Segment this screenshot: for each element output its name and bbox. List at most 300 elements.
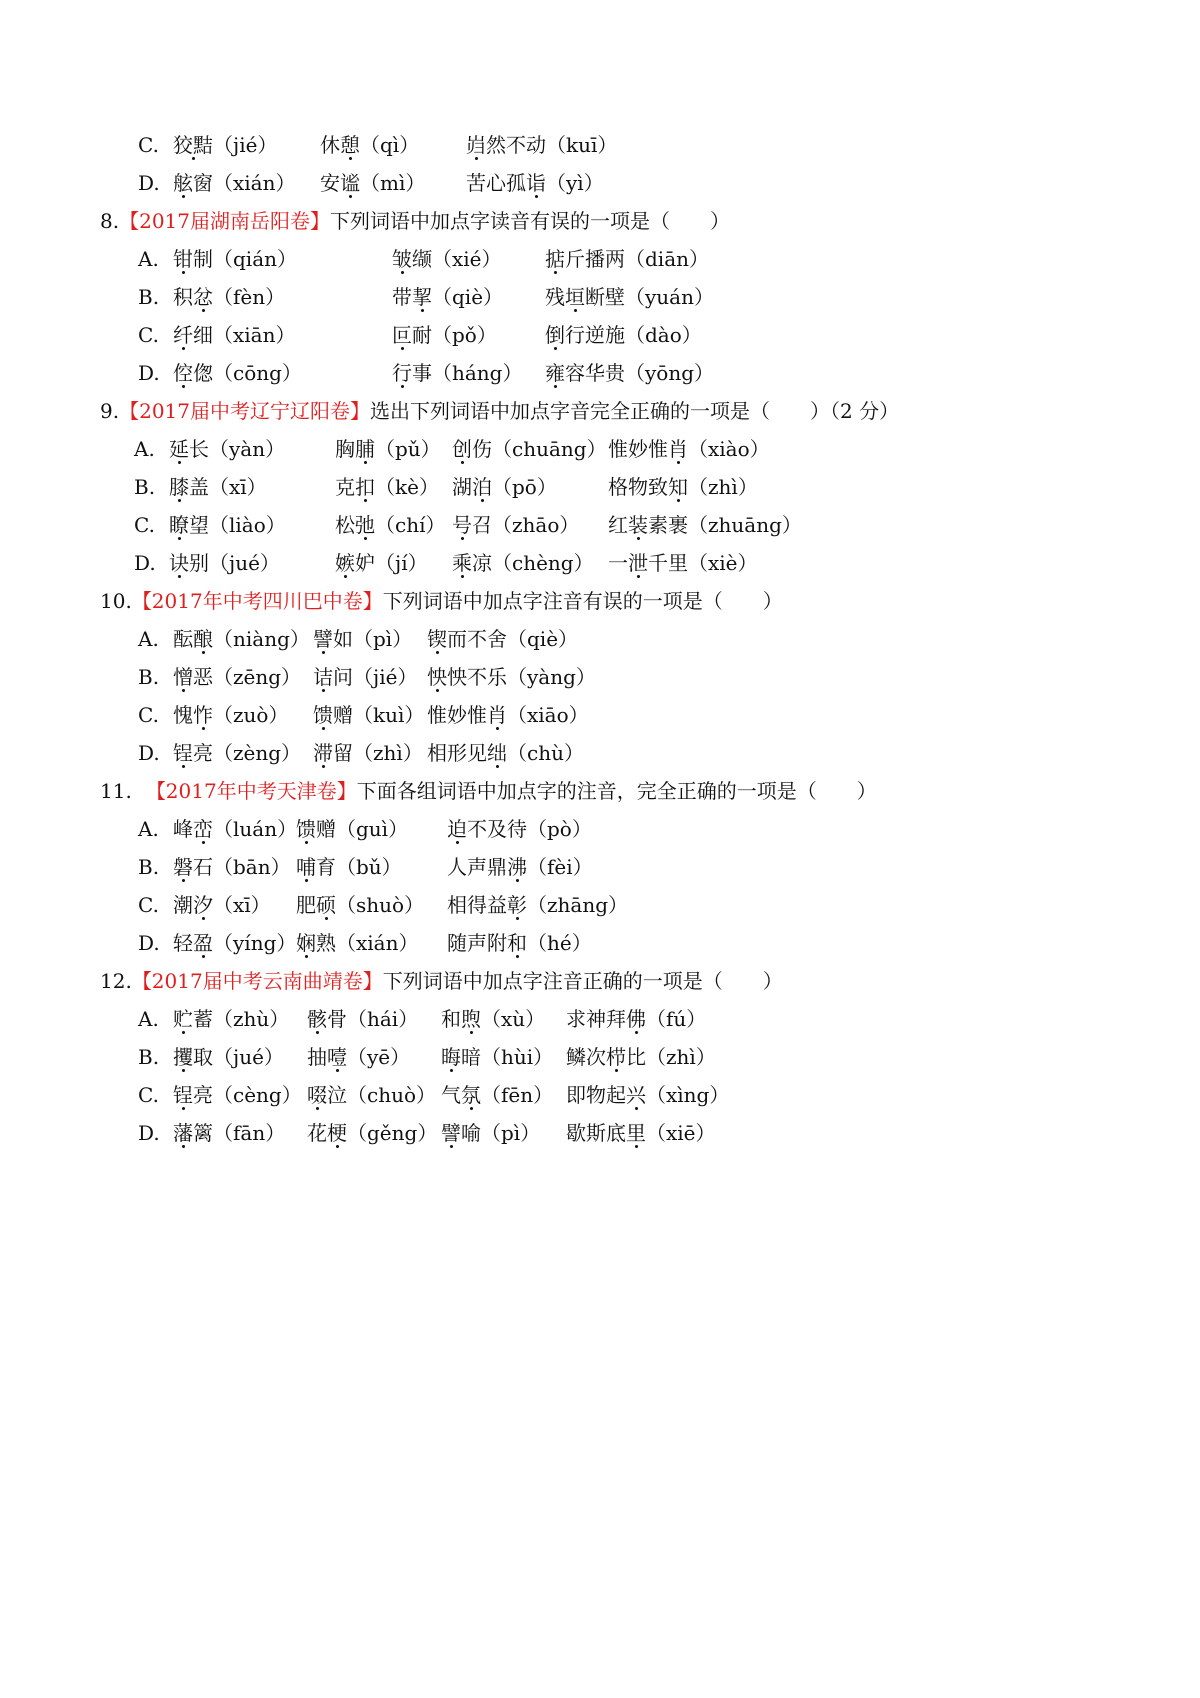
pinyin: （fú） — [646, 1007, 707, 1031]
option-item — [296, 885, 424, 925]
option-row — [138, 125, 618, 165]
item-text: 凉 — [472, 551, 492, 575]
option-item — [447, 809, 592, 849]
dotted-char: 噎 — [327, 1037, 347, 1077]
pinyin: （chù） — [507, 741, 584, 765]
option-row — [138, 315, 702, 355]
pinyin: （xī） — [209, 475, 267, 499]
item-text: 篱 — [193, 1121, 213, 1145]
item-text: 惟妙惟 — [427, 703, 487, 727]
dotted-char: 嫉 — [335, 543, 355, 583]
item-text: 松 — [335, 513, 355, 537]
pinyin: （chuāng） — [492, 437, 607, 461]
option-row — [138, 239, 710, 279]
option-row — [138, 619, 579, 659]
option-label: B. — [138, 665, 160, 689]
item-text: 潮 — [173, 893, 193, 917]
item-text: 留 — [333, 741, 353, 765]
option-item — [173, 809, 297, 849]
dotted-char: 里 — [626, 1113, 646, 1153]
pinyin: （xiè） — [688, 551, 758, 575]
dotted-char: 雍 — [545, 353, 565, 393]
item-text: 不及待 — [467, 817, 527, 841]
pinyin: （yē） — [347, 1045, 411, 1069]
dotted-char: 和 — [507, 923, 527, 963]
dotted-char: 钳 — [173, 239, 193, 279]
question-text: 下列词语中加点字注音正确的一项是（ ） — [382, 969, 783, 993]
option-item — [296, 809, 408, 849]
option-item — [169, 429, 285, 469]
dotted-char: 譬 — [441, 1113, 461, 1153]
dotted-char: 绌 — [487, 733, 507, 773]
pinyin: （zhì） — [688, 475, 758, 499]
option-row — [138, 809, 592, 849]
option-row — [134, 467, 758, 507]
dotted-char: 沸 — [507, 847, 527, 887]
option-item — [392, 277, 503, 317]
option-label: B. — [138, 855, 160, 879]
item-text: 如 — [333, 627, 353, 651]
item-text: 熟 — [316, 931, 336, 955]
dotted-char: 狡黠 — [173, 125, 213, 165]
pinyin: （jié） — [353, 665, 418, 689]
pinyin: （cèng） — [213, 1083, 302, 1107]
item-text: 湖 — [452, 475, 472, 499]
option-item — [173, 885, 271, 925]
pinyin: （jié） — [213, 133, 278, 157]
option-item — [441, 999, 545, 1039]
item-text: 积 — [173, 285, 193, 309]
item-text: 胸 — [335, 437, 355, 461]
pinyin: （xiān） — [213, 323, 296, 347]
option-item — [169, 467, 267, 507]
dotted-char: 倥 — [173, 353, 193, 393]
item-text: 克 — [335, 475, 355, 499]
item-text: 召 — [472, 513, 492, 537]
option-label: A. — [138, 817, 159, 841]
option-label: A. — [134, 437, 155, 461]
option-item — [173, 657, 301, 697]
dotted-char: 知 — [668, 467, 688, 507]
option-item — [427, 657, 596, 697]
dotted-char: 彰 — [507, 885, 527, 925]
option-label: D. — [134, 551, 156, 575]
dotted-char: 泊 — [472, 467, 492, 507]
option-item — [608, 543, 758, 583]
option-item — [441, 1037, 553, 1077]
pinyin: （pì） — [353, 627, 413, 651]
pinyin: （yíng） — [213, 931, 297, 955]
question-source: 【2017届中考辽宁辽阳卷】 — [119, 399, 370, 423]
dotted-char: 垣 — [565, 277, 585, 317]
option-item — [335, 505, 445, 545]
item-text: 育 — [316, 855, 336, 879]
item-text: 相形见 — [427, 741, 487, 765]
pinyin: （kè） — [375, 475, 439, 499]
question-stem — [100, 581, 783, 621]
option-item — [173, 125, 277, 165]
dotted-char: 藩 — [173, 1113, 193, 1153]
option-item — [173, 277, 285, 317]
pinyin: （shuò） — [336, 893, 425, 917]
question-text: 下列词语中加点字注音有误的一项是（ ） — [382, 589, 783, 613]
dotted-char: 诘 — [313, 657, 333, 697]
option-item — [173, 847, 291, 887]
item-text: 喻 — [461, 1121, 481, 1145]
option-item — [173, 163, 295, 203]
item-text: 鳞次 — [566, 1045, 606, 1069]
item-text: 缬 — [412, 247, 432, 271]
dotted-char: 诀 — [169, 543, 189, 583]
option-item — [466, 125, 617, 165]
option-item — [173, 315, 295, 355]
pinyin: （gěng） — [347, 1121, 438, 1145]
dotted-char: 锃 — [173, 1075, 193, 1115]
question-text: 下列词语中加点字读音有误的一项是（ ） — [330, 209, 730, 233]
dotted-char: 譬 — [313, 619, 333, 659]
pinyin: （zhì） — [353, 741, 423, 765]
option-item — [566, 1113, 716, 1153]
pinyin: （cōng） — [213, 361, 302, 385]
pinyin: （xiào） — [688, 437, 770, 461]
pinyin: （qiè） — [507, 627, 579, 651]
item-text: 行逆施 — [565, 323, 625, 347]
option-item — [392, 239, 502, 279]
option-item — [173, 1113, 285, 1153]
item-text: 随声附 — [447, 931, 507, 955]
option-row — [134, 429, 770, 469]
pinyin: （kuì） — [353, 703, 425, 727]
dotted-char: 装 — [628, 505, 648, 545]
item-text: 怏不乐 — [447, 665, 507, 689]
question-source: 【2017年中考天津卷】 — [145, 779, 357, 803]
pinyin: （yàng） — [507, 665, 596, 689]
pinyin: （jué） — [209, 551, 280, 575]
pinyin: （diān） — [625, 247, 710, 271]
option-item — [173, 1037, 284, 1077]
dotted-char: 怏 — [427, 657, 447, 697]
pinyin: （chí） — [375, 513, 446, 537]
question-number: 10. — [100, 589, 132, 613]
option-item — [441, 1113, 540, 1153]
dotted-char: 煦 — [461, 999, 481, 1039]
item-text: 而不舍 — [447, 627, 507, 651]
item-text: 相得益 — [447, 893, 507, 917]
option-label: A. — [138, 627, 159, 651]
option-item — [335, 429, 441, 469]
pinyin: （luán） — [213, 817, 298, 841]
question-number: 8. — [100, 209, 120, 233]
item-text: 歇斯底 — [566, 1121, 626, 1145]
option-item — [608, 429, 770, 469]
dotted-char: 舷 — [173, 163, 193, 203]
option-item — [173, 999, 289, 1039]
item-text: 求神拜 — [566, 1007, 626, 1031]
pinyin: （zhì） — [646, 1045, 716, 1069]
item-text: 亮 — [193, 1083, 213, 1107]
dotted-char: 栉 — [606, 1037, 626, 1077]
item-text: 伤 — [472, 437, 492, 461]
pinyin: （hùi） — [481, 1045, 554, 1069]
dotted-char: 贮 — [173, 999, 193, 1039]
question-number: 12. — [100, 969, 132, 993]
dotted-char: 倒 — [545, 315, 565, 355]
option-item — [313, 619, 412, 659]
pinyin: （bǔ） — [336, 855, 402, 879]
item-text: 苦心孤 — [466, 171, 526, 195]
option-item — [173, 923, 296, 963]
item-text: 斤播两 — [565, 247, 625, 271]
pinyin: （fèn） — [213, 285, 286, 309]
option-item — [173, 619, 310, 659]
pinyin: （xiāo） — [507, 703, 589, 727]
question-number: 9. — [100, 399, 120, 423]
dotted-char: 延 — [169, 429, 189, 469]
option-item — [169, 505, 286, 545]
option-row — [138, 885, 629, 925]
dotted-char: 行 — [392, 353, 412, 393]
option-label: B. — [138, 285, 160, 309]
question-stem — [100, 391, 899, 431]
option-item — [452, 467, 557, 507]
pinyin: （háng） — [432, 361, 523, 385]
option-item — [545, 239, 709, 279]
item-text: 带 — [392, 285, 412, 309]
dotted-char: 创 — [452, 429, 472, 469]
dotted-char: 峦 — [193, 809, 213, 849]
dotted-char: 号 — [452, 505, 472, 545]
option-item — [313, 733, 423, 773]
option-item — [173, 1075, 302, 1115]
dotted-char: 汐 — [193, 885, 213, 925]
dotted-char: 泄 — [628, 543, 648, 583]
option-item — [447, 885, 628, 925]
pinyin: （yì） — [546, 171, 604, 195]
dotted-char: 弛 — [355, 505, 375, 545]
dotted-char: 怍 — [193, 695, 213, 735]
option-label: C. — [138, 703, 159, 727]
item-text: 愧 — [173, 703, 193, 727]
option-row — [138, 1113, 716, 1153]
option-item — [452, 543, 594, 583]
dotted-char: 岿 — [466, 125, 486, 165]
dotted-char: 脯 — [355, 429, 375, 469]
pinyin: （xián） — [336, 931, 419, 955]
dotted-char: 叵 — [392, 315, 412, 355]
item-text: 盖 — [189, 475, 209, 499]
item-text: 然不动 — [486, 133, 546, 157]
dotted-char: 肖 — [487, 695, 507, 735]
item-text: 赠 — [333, 703, 353, 727]
pinyin: （guì） — [336, 817, 409, 841]
item-text: 骨 — [327, 1007, 347, 1031]
item-text: 亮 — [193, 741, 213, 765]
dotted-char: 晦 — [441, 1037, 461, 1077]
option-item — [313, 657, 417, 697]
pinyin: （jí） — [375, 551, 428, 575]
dotted-char: 硕 — [316, 885, 336, 925]
pinyin: （xī） — [213, 893, 271, 917]
pinyin: （jué） — [213, 1045, 284, 1069]
item-text: 花 — [307, 1121, 327, 1145]
option-item — [392, 353, 523, 393]
dotted-char: 盈 — [193, 923, 213, 963]
dotted-char: 憎 — [173, 657, 193, 697]
dotted-char: 梗 — [327, 1113, 347, 1153]
pinyin: （bān） — [213, 855, 291, 879]
option-label: D. — [138, 171, 160, 195]
option-item — [169, 543, 280, 583]
option-label: A. — [138, 1007, 159, 1031]
option-item — [441, 1075, 553, 1115]
dotted-char: 酿 — [193, 619, 213, 659]
item-text: 事 — [412, 361, 432, 385]
pinyin: （chèng） — [492, 551, 594, 575]
option-item — [545, 353, 714, 393]
question-source: 【2017年中考四川巴中卷】 — [131, 589, 383, 613]
option-label: B. — [134, 475, 156, 499]
option-item — [545, 277, 714, 317]
dotted-char: 瞭 — [169, 505, 189, 545]
pinyin: （yōng） — [625, 361, 715, 385]
dotted-char: 迫 — [447, 809, 467, 849]
option-item — [566, 1037, 716, 1077]
pinyin: （fèi） — [527, 855, 593, 879]
option-item — [427, 695, 589, 735]
dotted-char: 氛 — [461, 1075, 481, 1115]
item-text: 恶 — [193, 665, 213, 689]
option-row — [134, 543, 758, 583]
dotted-char: 哺 — [296, 847, 316, 887]
option-label: C. — [138, 323, 159, 347]
option-label: C. — [138, 1083, 159, 1107]
pinyin: （pō） — [492, 475, 557, 499]
option-row — [138, 733, 584, 773]
option-item — [447, 847, 593, 887]
option-label: D. — [138, 1121, 160, 1145]
item-text: 断壁 — [585, 285, 625, 309]
question-number: 11. — [100, 779, 132, 803]
dotted-char: 谧 — [340, 163, 360, 203]
option-item — [545, 315, 702, 355]
pinyin: （zēng） — [213, 665, 302, 689]
option-item — [566, 1075, 729, 1115]
pinyin: （qiè） — [432, 285, 504, 309]
option-row — [138, 999, 707, 1039]
item-text: 泣 — [327, 1083, 347, 1107]
option-item — [173, 733, 301, 773]
question-source: 【2017届湖南岳阳卷】 — [119, 209, 330, 233]
dotted-char: 馈 — [313, 695, 333, 735]
pinyin: （hái） — [347, 1007, 419, 1031]
option-item — [307, 999, 418, 1039]
option-row — [138, 923, 592, 963]
item-text: 惟妙惟 — [608, 437, 668, 461]
option-item — [608, 505, 802, 545]
item-text: 残 — [545, 285, 565, 309]
option-row — [138, 657, 596, 697]
option-item — [608, 467, 758, 507]
pinyin: （xù） — [481, 1007, 546, 1031]
pinyin: （zhù） — [213, 1007, 290, 1031]
dotted-char: 纤 — [173, 315, 193, 355]
pinyin: （pò） — [527, 817, 592, 841]
option-item — [307, 1075, 436, 1115]
dotted-char: 骸 — [307, 999, 327, 1039]
dotted-char: 佛 — [626, 999, 646, 1039]
pinyin: （xiē） — [646, 1121, 716, 1145]
item-text: 制 — [193, 247, 213, 271]
item-text: 抽 — [307, 1045, 327, 1069]
option-row — [138, 1075, 730, 1115]
option-label: C. — [138, 133, 159, 157]
option-item — [452, 429, 607, 469]
option-item — [466, 163, 604, 203]
item-text: 气 — [441, 1083, 461, 1107]
item-text: 问 — [333, 665, 353, 689]
pinyin: （pǔ） — [375, 437, 441, 461]
item-text: 别 — [189, 551, 209, 575]
option-item — [296, 923, 418, 963]
dotted-char: 挈 — [412, 277, 432, 317]
dotted-char: 滞 — [313, 733, 333, 773]
option-label: A. — [138, 247, 159, 271]
pinyin: （pì） — [481, 1121, 541, 1145]
dotted-char: 娴 — [296, 923, 316, 963]
item-text: 暗 — [461, 1045, 481, 1069]
item-text: 石 — [193, 855, 213, 879]
item-text: 细 — [193, 323, 213, 347]
dotted-char: 皱 — [392, 239, 412, 279]
option-item — [173, 695, 288, 735]
dotted-char: 掂 — [545, 239, 565, 279]
item-text: 容华贵 — [565, 361, 625, 385]
option-item — [427, 733, 584, 773]
option-row — [138, 1037, 716, 1077]
option-item — [307, 1037, 410, 1077]
item-text: 即物起 — [566, 1083, 626, 1107]
item-text: 蓄 — [193, 1007, 213, 1031]
pinyin: （niàng） — [213, 627, 310, 651]
option-item — [173, 353, 302, 393]
dotted-char: 诣 — [526, 163, 546, 203]
dotted-char: 攫 — [173, 1037, 193, 1077]
pinyin: （mì） — [360, 171, 426, 195]
pinyin: （xián） — [213, 171, 296, 195]
pinyin: （kuī） — [546, 133, 618, 157]
option-label: C. — [138, 893, 159, 917]
item-text: 安 — [320, 171, 340, 195]
pinyin: （zuò） — [213, 703, 289, 727]
dotted-char: 锃 — [173, 733, 193, 773]
dotted-char: 肖 — [668, 429, 688, 469]
question-source: 【2017届中考云南曲靖卷】 — [131, 969, 383, 993]
dotted-char: 啜 — [307, 1075, 327, 1115]
option-item — [320, 125, 419, 165]
option-item — [320, 163, 425, 203]
option-item — [307, 1113, 437, 1153]
dotted-char: 膝 — [169, 467, 189, 507]
item-text: 红 — [608, 513, 628, 537]
option-item — [452, 505, 579, 545]
item-text: 轻 — [173, 931, 193, 955]
dotted-char: 兴 — [626, 1075, 646, 1115]
dotted-char: 馈 — [296, 809, 316, 849]
item-text: 望 — [189, 513, 209, 537]
option-label: C. — [134, 513, 155, 537]
item-text: 素裹 — [648, 513, 688, 537]
option-item — [313, 695, 424, 735]
